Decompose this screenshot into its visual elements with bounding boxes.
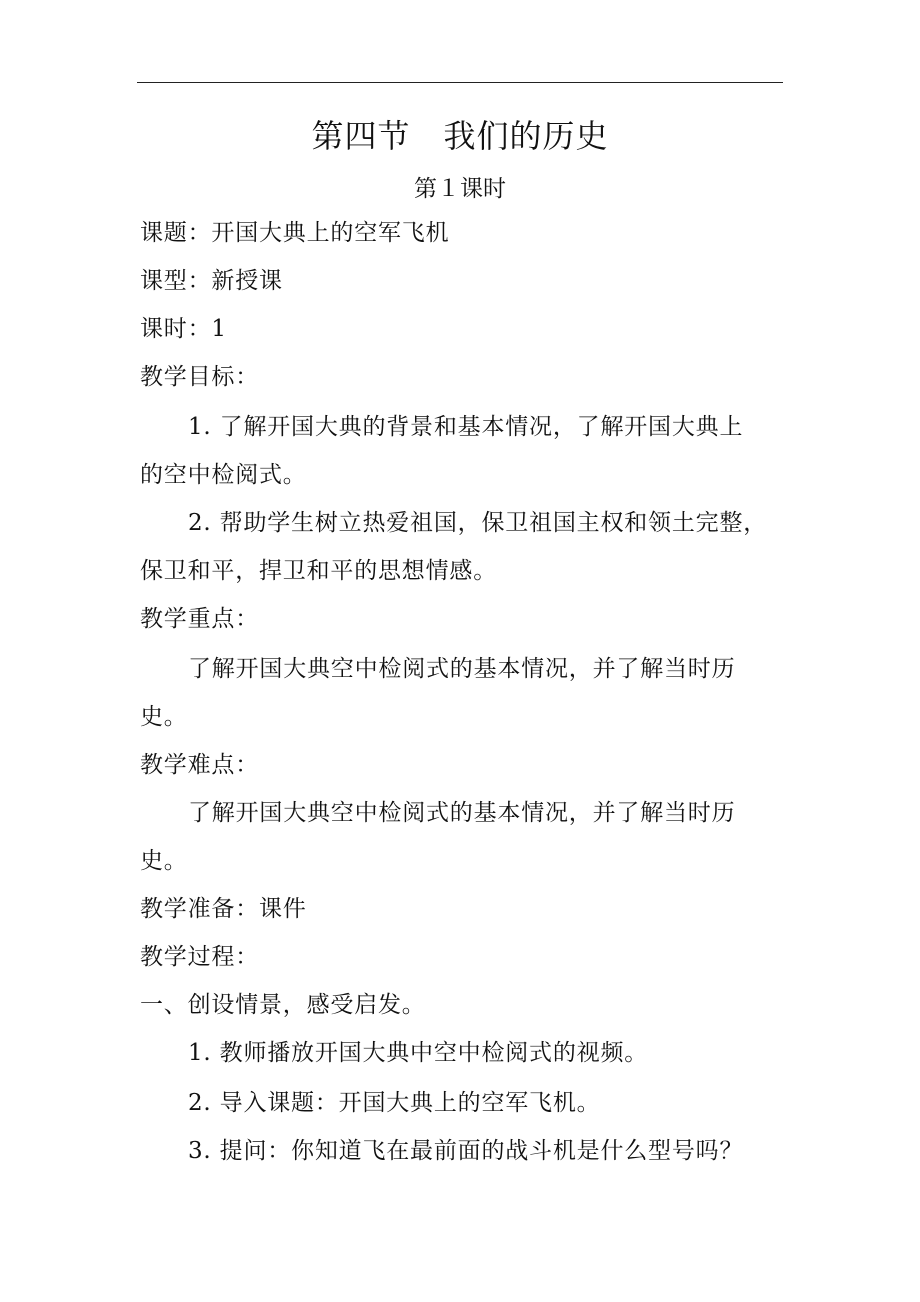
objective-2-line-2: 保卫和平，捍卫和平的思想情感。 — [140, 558, 497, 584]
class-hours-line: 课时：1 — [140, 316, 227, 342]
step-1-line: 1. 教师播放开国大典中空中检阅式的视频。 — [188, 1040, 649, 1066]
objectives-heading: 教学目标： — [140, 364, 259, 390]
objective-1-line-1: 1. 了解开国大典的背景和基本情况，了解开国大典上 — [188, 414, 744, 440]
step-2-line: 2. 导入课题：开国大典上的空军飞机。 — [188, 1090, 601, 1116]
objective-2-line-1: 2. 帮助学生树立热爱祖国，保卫祖国主权和领土完整， — [188, 510, 768, 536]
process-heading: 教学过程： — [140, 944, 259, 970]
objective-1-line-2: 的空中检阅式。 — [140, 462, 307, 488]
key-points-line-2: 史。 — [140, 704, 188, 730]
key-points-heading: 教学重点： — [140, 606, 259, 632]
section-1-heading: 一、创设情景，感受启发。 — [140, 992, 426, 1018]
header-rule — [137, 82, 783, 83]
preparation-line: 教学准备：课件 — [140, 896, 307, 922]
difficulties-line-2: 史。 — [140, 848, 188, 874]
difficulties-heading: 教学难点： — [140, 752, 259, 778]
step-3-line: 3. 提问：你知道飞在最前面的战斗机是什么型号吗？ — [188, 1138, 744, 1164]
lesson-type-line: 课型：新授课 — [140, 268, 283, 294]
key-points-line-1: 了解开国大典空中检阅式的基本情况，并了解当时历 — [188, 656, 736, 682]
lesson-subtitle: 第１课时 — [414, 176, 506, 202]
difficulties-line-1: 了解开国大典空中检阅式的基本情况，并了解当时历 — [188, 800, 736, 826]
topic-line: 课题：开国大典上的空军飞机 — [140, 220, 450, 246]
page-title: 第四节 我们的历史 — [311, 117, 609, 155]
